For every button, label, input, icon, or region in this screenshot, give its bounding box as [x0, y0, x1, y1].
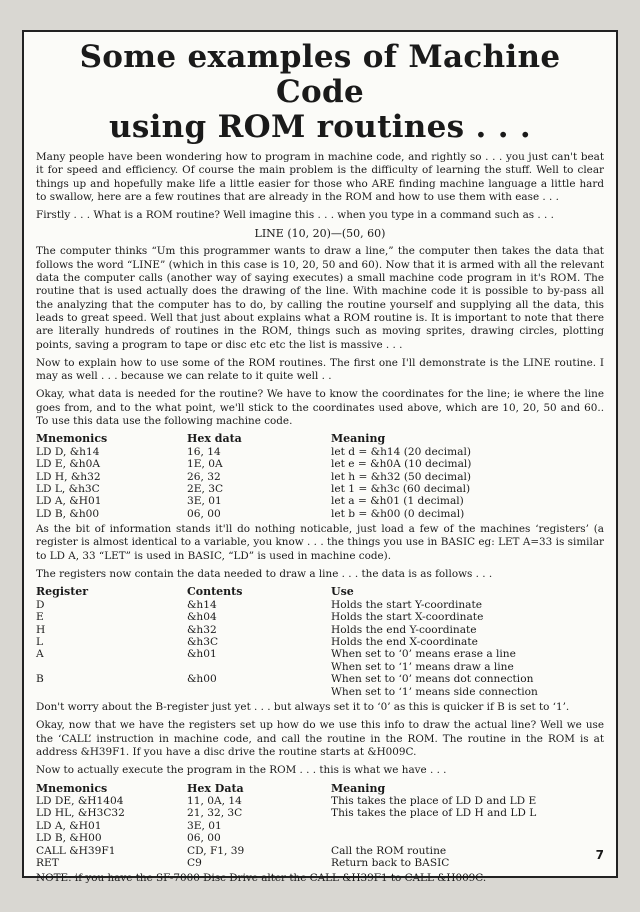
firstly-paragraph: Firstly . . . What is a ROM routine? Well imagine this . . . when you type in a command such as . . .: [36, 209, 554, 222]
table-cell: Holds the start X-coordinate: [331, 611, 484, 624]
table-row: [36, 807, 604, 819]
table-cell: 1E, 0A: [187, 458, 223, 471]
page-number: 7: [595, 848, 604, 862]
title-line-2: using ROM routines . . .: [109, 109, 531, 145]
table-header: Hex Data: [187, 781, 244, 795]
table-cell: Call the ROM routine: [331, 844, 447, 857]
table-cell: 26, 32: [187, 470, 221, 483]
table-row: [36, 636, 604, 648]
table-cell: &h32: [187, 623, 217, 636]
table-cell: When set to ‘0’ means dot connection: [331, 673, 534, 686]
table-cell: [36, 686, 187, 698]
table-cell: LD B, &H00: [36, 832, 102, 845]
table-cell: let d = &h14 (20 decimal): [331, 445, 472, 458]
table-cell: [187, 686, 331, 698]
bit-paragraph: As the bit of information stands it'll do nothing noticable, just load a few of the machines ‘registers’ (a register is almost identical to a variable, you know . . . the things you use in BASIC eg: LET A=33 is similar to LD A, 33 “LET” is used in BASIC, “LD” is used in machine code).: [36, 523, 604, 562]
table-cell: [331, 832, 604, 844]
line-command: LINE (10, 20)—(50, 60): [254, 227, 386, 241]
table-cell: When set to ‘0’ means erase a line: [331, 648, 516, 661]
intro-paragraph: Many people have been wondering how to program in machine code, and rightly so . . . you just can't beat it for speed and efficiency. Of course the main problem is the difficulty of learning the stuff. Well to clear things up and hopefully make life a little easier for those who ARE finding machine language a little hard to swallow, here are a few routines that are already in the ROM and how to use them with ease . . .: [36, 151, 604, 203]
table-cell: 3E, 01: [187, 819, 222, 832]
article-body: [36, 40, 604, 891]
table-cell: B: [36, 673, 44, 686]
table-cell: 06, 00: [187, 507, 221, 520]
table-cell: 11, 0A, 14: [187, 794, 242, 807]
table-cell: LD DE, &H1404: [36, 794, 124, 807]
computer-paragraph: The computer thinks “Um this programmer wants to draw a line,” the computer then takes the data that follows the word “LINE” (which in this case is 10, 20, 50 and 60). Now that it is armed with all the relevant data the computer calls (another way of saying executes) a small machine code program in it's ROM. The routine that is used actually does the drawing of the line. With machine code it is possible to by-pass all the analyzing that the computer has to do, by calling the routine yourself and supplying all the data, this leads to great speed. Well that just about explains what a ROM routine is. It is important to note that there are literally hundreds of routines in the ROM, things such as moving sprites, drawing circles, plotting points, saving a program to tape or disc etc etc the list is massive . . .: [36, 245, 604, 351]
table-cell: let h = &h32 (50 decimal): [331, 470, 472, 483]
table-cell: 06, 00: [187, 832, 221, 845]
table-row: [36, 795, 604, 807]
table-cell: RET: [36, 856, 59, 869]
article-frame: [22, 30, 618, 885]
table-cell: [187, 661, 331, 673]
table-cell: 2E, 3C: [187, 482, 224, 495]
table-row: [36, 495, 604, 507]
table-cell: let b = &h00 (0 decimal): [331, 507, 465, 520]
article-title: [36, 40, 604, 145]
table-cell: This takes the place of LD D and LD E: [331, 794, 537, 807]
okay-paragraph: Okay, what data is needed for the routine? We have to know the coordinates for the line; ie where the line goes from, and to the what point, we'll stick to the coordinates used above, which are 10, 20, 50 and 60.. To use this data use the following machine code.: [36, 388, 604, 428]
table-cell: C9: [187, 856, 202, 869]
table-row: [36, 648, 604, 660]
table-cell: let e = &h0A (10 decimal): [331, 458, 472, 471]
table-cell: L: [36, 636, 44, 648]
table-header: Register: [36, 585, 89, 599]
mnemonics-table-1: [36, 433, 604, 520]
table-header: Meaning: [331, 781, 386, 795]
table-cell: let a = &h01 (1 decimal): [331, 495, 464, 508]
table-cell: [36, 661, 187, 673]
table-row: [36, 611, 604, 623]
table-header-row: [36, 783, 604, 795]
table-cell: &h01: [187, 648, 217, 661]
table-row: [36, 624, 604, 636]
table-cell: &h00: [187, 673, 217, 686]
table-cell: This takes the place of LD H and LD L: [331, 807, 537, 820]
table-cell: When set to ‘1’ means side connection: [331, 685, 538, 698]
table-header: Hex data: [187, 432, 242, 446]
table-row: [36, 483, 604, 495]
table-cell: Holds the end Y-coordinate: [331, 623, 477, 636]
table-cell: LD A, &H01: [36, 495, 102, 508]
table-cell: CD, F1, 39: [187, 844, 245, 857]
table-row: [36, 857, 604, 869]
registers-table: [36, 586, 604, 698]
table-row: [36, 845, 604, 857]
table-row: [36, 508, 604, 520]
table-cell: H: [36, 623, 46, 636]
table-cell: E: [36, 611, 44, 624]
table-row: [36, 599, 604, 611]
table-cell: 21, 32, 3C: [187, 807, 243, 820]
table-cell: LD D, &h14: [36, 445, 100, 458]
registers-paragraph: The registers now contain the data needed to draw a line . . . the data is as follows . . .: [36, 568, 493, 581]
table-cell: LD A, &H01: [36, 819, 102, 832]
table-cell: Holds the start Y-coordinate: [331, 598, 483, 611]
table-row: [36, 471, 604, 483]
table-cell: LD E, &h0A: [36, 458, 101, 471]
table-cell: 16, 14: [187, 445, 221, 458]
table-cell: &h04: [187, 611, 217, 624]
title-line-1: Some examples of Machine Code: [79, 39, 561, 110]
table-cell: LD B, &h00: [36, 507, 100, 520]
table-cell: D: [36, 598, 45, 611]
table-cell: Holds the end X-coordinate: [331, 636, 478, 648]
table-header: Use: [331, 585, 354, 599]
dontworry-paragraph: Don't worry about the B-register just yet . . . but always set it to ‘0’ as this is quicker if B is set to ‘1’.: [36, 701, 570, 714]
table-cell: &h3C: [187, 636, 219, 648]
table-row: [36, 673, 604, 685]
table-cell: LD H, &h32: [36, 470, 101, 483]
table-header: Mnemonics: [36, 432, 108, 446]
table-row: [36, 686, 604, 698]
table-cell: 3E, 01: [187, 495, 222, 508]
now-paragraph: Now to explain how to use some of the ROM routines. The first one I'll demonstrate is the LINE routine. I may as well . . . because we can relate to it quite well . .: [36, 356, 604, 383]
table-row: [36, 820, 604, 832]
table-cell: &h14: [187, 598, 217, 611]
table-header: Meaning: [331, 432, 386, 446]
mnemonics-table-2: [36, 783, 604, 870]
table-header-row: [36, 586, 604, 598]
table-header: Mnemonics: [36, 781, 108, 795]
table-cell: CALL &H39F1: [36, 844, 116, 857]
table-cell: When set to ‘1’ means draw a line: [331, 660, 514, 673]
table-row: [36, 446, 604, 458]
table-header: Contents: [187, 585, 243, 599]
table-cell: LD L, &h3C: [36, 482, 100, 495]
execute-paragraph: Now to actually execute the program in the ROM . . . this is what we have . . .: [36, 764, 447, 777]
table-cell: LD HL, &H3C32: [36, 807, 125, 820]
table-row: [36, 832, 604, 844]
table-cell: Return back to BASIC: [331, 856, 450, 869]
note-paragraph: NOTE: if you have the SF-7000 Disc Drive alter the CALL &H39F1 to CALL &H009C.: [36, 872, 487, 885]
table-cell: [331, 820, 604, 832]
table-row: [36, 458, 604, 470]
table-header-row: [36, 433, 604, 445]
table-cell: A: [36, 648, 44, 661]
okaynow-paragraph: Okay, now that we have the registers set up how do we use this info to draw the actual line? Well we use the ‘CALL’ instruction in machine code, and call the routine in the ROM. The routine in the ROM is at address &H39F1. If you have a disc drive the routine starts at &H009C.: [36, 719, 604, 758]
table-cell: let 1 = &h3c (60 decimal): [331, 482, 471, 495]
table-row: [36, 661, 604, 673]
